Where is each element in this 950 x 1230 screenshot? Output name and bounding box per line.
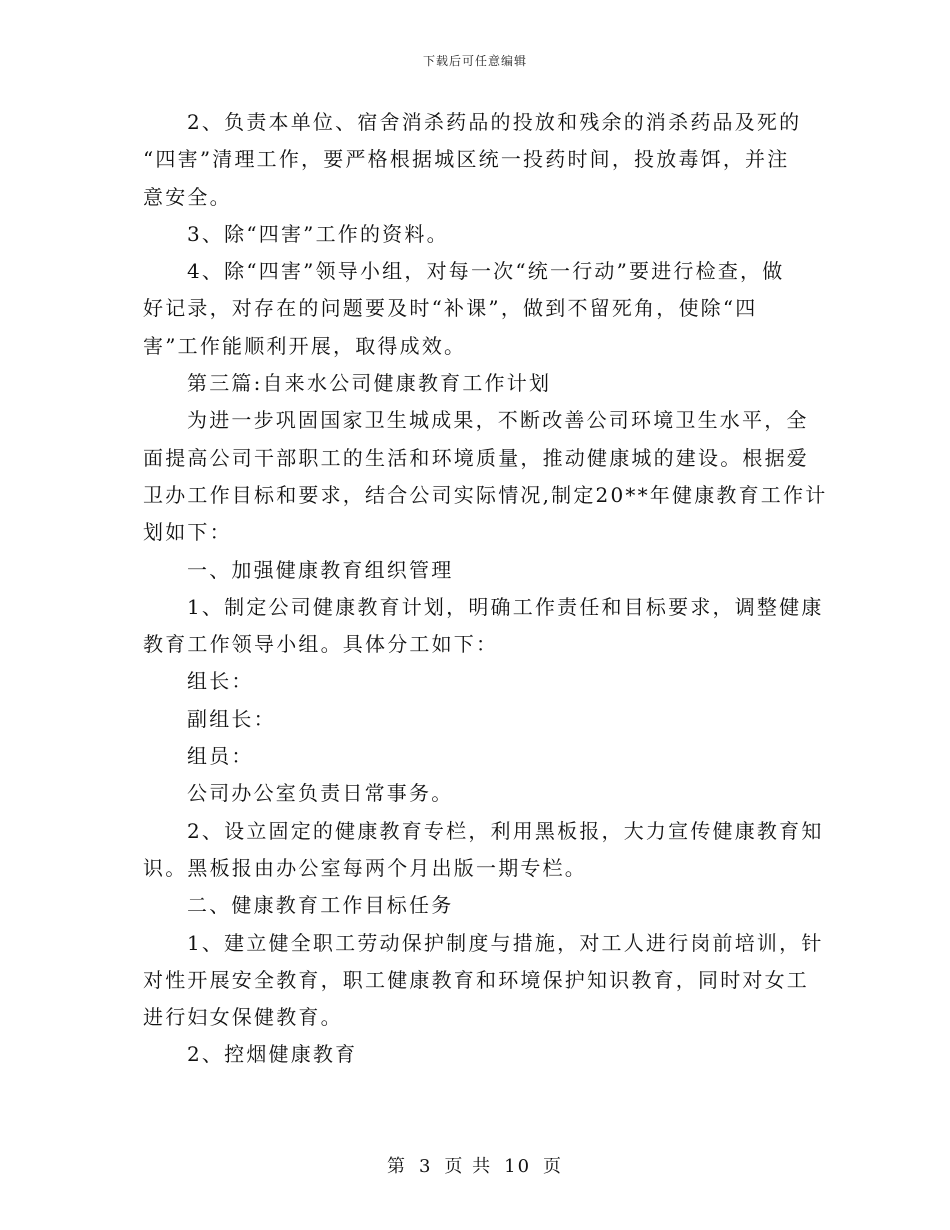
text-line: 3、除“四害”工作的资料。 <box>187 221 449 246</box>
text-line: 面提高公司干部职工的生活和环境质量，推动健康城的建设。根据爱 <box>143 445 809 470</box>
text-line: 好记录，对存在的问题要及时“补课”，做到不留死角，使除“四 <box>143 296 758 321</box>
text-line: 公司办公室负责日常事务。 <box>187 781 454 806</box>
text-line: 组员： <box>187 744 254 769</box>
footer-total-pages: 10 <box>504 1156 532 1177</box>
text-line: 为进一步巩固国家卫生城成果，不断改善公司环境卫生水平，全 <box>187 408 809 433</box>
text-line: 卫办工作目标和要求，结合公司实际情况,制定20**年健康教育工作计 <box>143 482 828 507</box>
footer-middle: 页 共 <box>444 1156 493 1177</box>
footer-current-page: 3 <box>418 1156 433 1177</box>
text-line: 一、加强健康教育组织管理 <box>187 557 454 582</box>
text-line: 第三篇:自来水公司健康教育工作计划 <box>187 371 552 396</box>
text-line: 教育工作领导小组。具体分工如下： <box>143 632 499 657</box>
document-body <box>143 104 828 1074</box>
footer-suffix: 页 <box>543 1156 564 1177</box>
page-footer <box>0 1152 950 1178</box>
text-line: 进行妇女保健教育。 <box>143 1005 343 1030</box>
text-line: 2、负责本单位、宿舍消杀药品的投放和残余的消杀药品及死的 <box>187 110 802 134</box>
text-line: “四害”清理工作，要严格根据城区统一投药时间，投放毒饵，并注 <box>143 147 790 172</box>
text-line: 副组长： <box>187 706 276 731</box>
text-line: 1、建立健全职工劳动保护制度与措施，对工人进行岗前培训，针 <box>187 930 824 955</box>
text-line: 2、设立固定的健康教育专栏，利用黑板报，大力宣传健康教育知 <box>187 818 824 843</box>
text-line: 意安全。 <box>143 184 232 209</box>
text-line: 2、控烟健康教育 <box>187 1042 358 1067</box>
header-note: 下载后可任意编辑 <box>422 54 527 68</box>
text-line: 识。黑板报由办公室每两个月出版一期专栏。 <box>143 855 587 880</box>
text-line: 1、制定公司健康教育计划，明确工作责任和目标要求，调整健康 <box>187 594 824 619</box>
text-line: 组长： <box>187 669 254 694</box>
text-line: 害”工作能顺利开展，取得成效。 <box>143 333 467 358</box>
text-line: 划如下： <box>143 520 232 545</box>
text-line: 对性开展安全教育，职工健康教育和环境保护知识教育，同时对女工 <box>143 967 809 992</box>
footer-prefix: 第 <box>386 1156 407 1177</box>
text-line: 4、除“四害”领导小组，对每一次“统一行动”要进行检查，做 <box>187 259 785 284</box>
text-line: 二、健康教育工作目标任务 <box>187 893 454 918</box>
